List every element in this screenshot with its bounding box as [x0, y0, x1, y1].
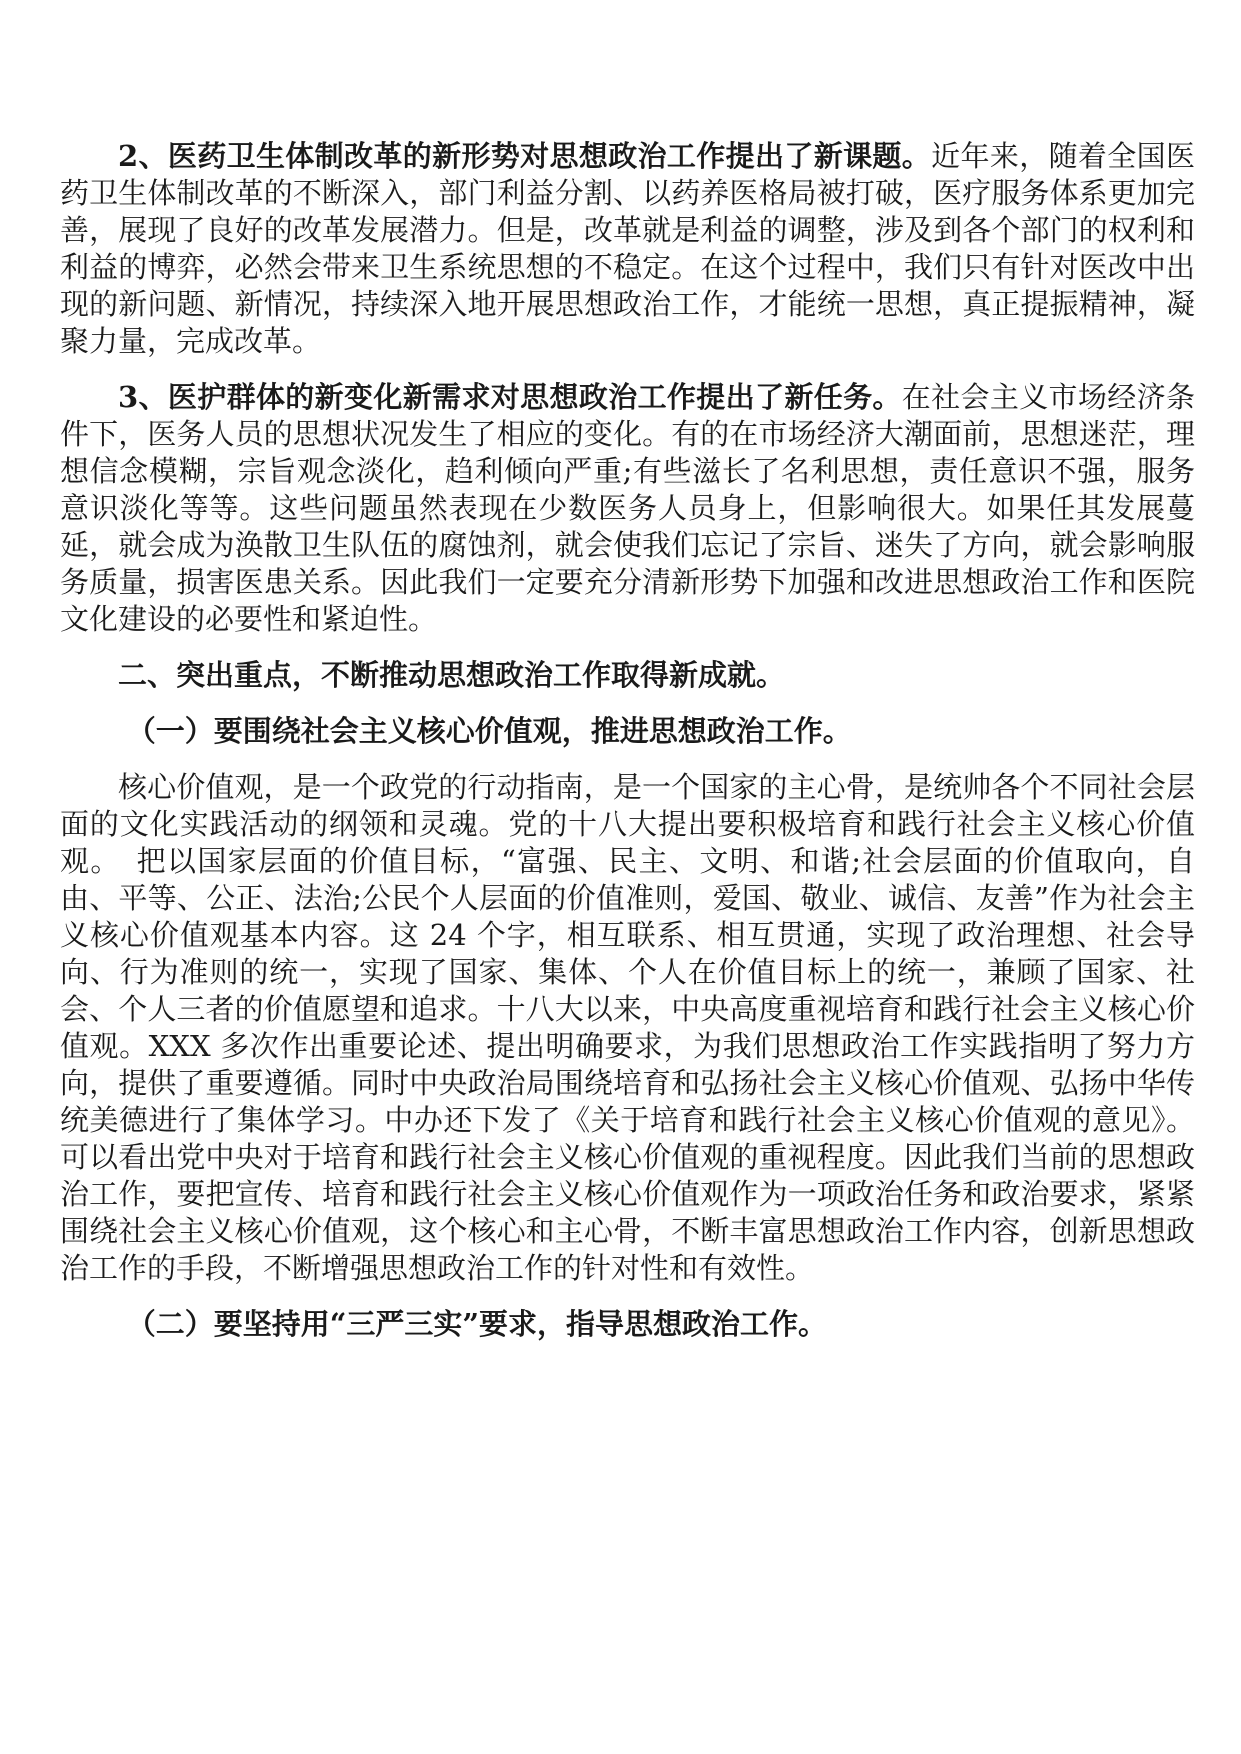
- paragraph-lead: 2、医药卫生体制改革的新形势对思想政治工作提出了新课题。: [118, 139, 932, 173]
- paragraph-body: 在社会主义市场经济条件下，医务人员的思想状况发生了相应的变化。有的在市场经济大潮面前，思想迷茫，理想信念模糊，宗旨观念淡化，趋利倾向严重;有些滋长了名利思想，责任意识不强，服务意识淡化等等。这些问题虽然表现在少数医务人员身上，但影响很大。如果任其发展蔓延，就会成为涣散卫生队伍的腐蚀剂，就会使我们忘记了宗旨、迷失了方向，就会影响服务质量，损害医患关系。因此我们一定要充分清新形势下加强和改进思想政治工作和医院文化建设的必要性和紧迫性。: [60, 380, 1195, 636]
- paragraph-core-values: 核心价值观，是一个政党的行动指南，是一个国家的主心骨，是统帅各个不同社会层面的文化实践活动的纲领和灵魂。党的十八大提出要积极培育和践行社会主义核心价值观。 把以国家层面的价值目标，“富强、民主、文明、和谐;社会层面的价值取向，自由、平等、公正、法治;公民个人层面的价值准则，爱国、敬业、诚信、友善”作为社会主义核心价值观基本内容。这 24 个字，相互联系、相互贯通，实现了政治理想、社会导向、行为准则的统一，实现了国家、集体、个人在价值目标上的统一，兼顾了国家、社会、个人三者的价值愿望和追求。十八大以来，中央高度重视培育和践行社会主义核心价值观。XXX 多次作出重要论述、提出明确要求，为我们思想政治工作实践指明了努力方向，提供了重要遵循。同时中央政治局围绕培育和弘扬社会主义核心价值观、弘扬中华传统美德进行了集体学习。中办还下发了《关于培育和践行社会主义核心价值观的意见》。可以看出党中央对于培育和践行社会主义核心价值观的重视程度。因此我们当前的思想政治工作，要把宣传、培育和践行社会主义核心价值观作为一项政治任务和政治要求，紧紧围绕社会主义核心价值观，这个核心和主心骨，不断丰富思想政治工作内容，创新思想政治工作的手段，不断增强思想政治工作的针对性和有效性。: [60, 770, 1195, 1285]
- paragraph-body: 近年来，随着全国医药卫生体制改革的不断深入，部门利益分割、以药养医格局被打破，医疗服务体系更加完善，展现了良好的改革发展潜力。但是，改革就是利益的调整，涉及到各个部门的权利和利益的博弈，必然会带来卫生系统思想的不稳定。在这个过程中，我们只有针对医改中出现的新问题、新情况，持续深入地开展思想政治工作，才能统一思想，真正提振精神，凝聚力量，完成改革。: [60, 139, 1195, 358]
- subsection-heading-core-values: （一）要围绕社会主义核心价值观，推进思想政治工作。: [126, 714, 852, 748]
- paragraph-medical-staff: [60, 379, 1195, 638]
- paragraph-lead: 3、医护群体的新变化新需求对思想政治工作提出了新任务。: [118, 380, 902, 414]
- section-heading: 二、突出重点，不断推动思想政治工作取得新成就。: [118, 658, 786, 692]
- paragraph-medical-reform: [60, 138, 1195, 360]
- document-page: [60, 138, 1195, 1362]
- subsection-heading-three-stricts: （二）要坚持用“三严三实”要求，指导思想政治工作。: [126, 1307, 828, 1341]
